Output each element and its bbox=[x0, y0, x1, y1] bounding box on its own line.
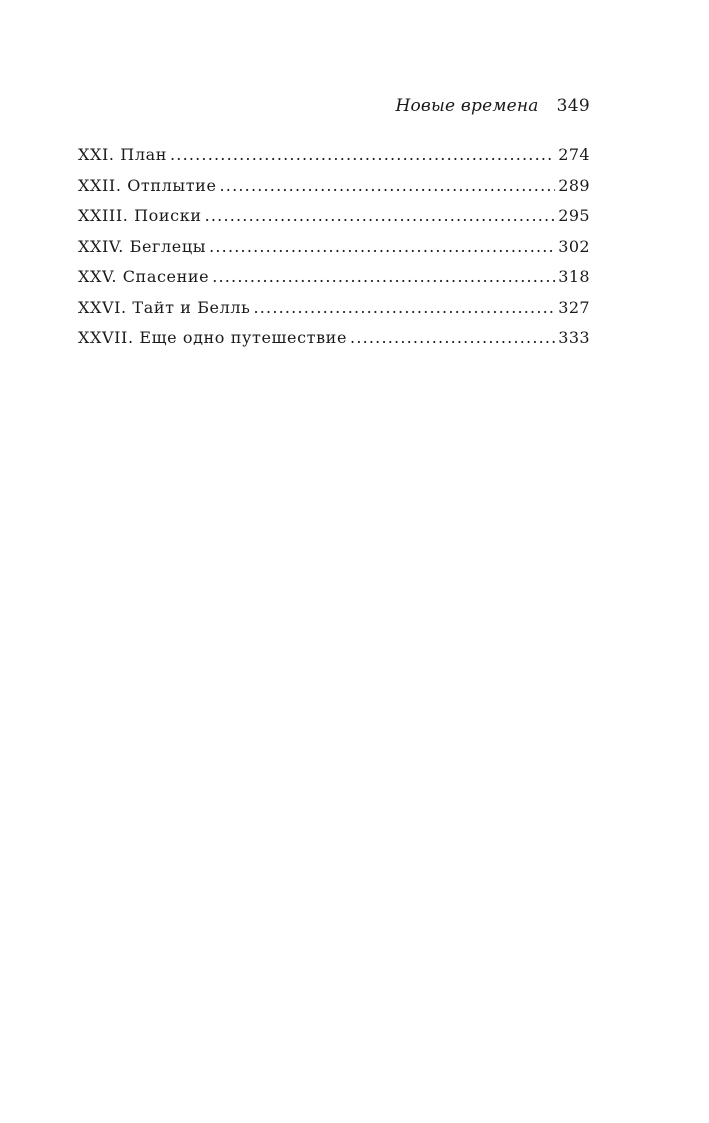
dot-leader bbox=[212, 267, 555, 286]
page-number: 349 bbox=[556, 96, 590, 116]
toc-entry-title: XXVI. Тайт и Белль bbox=[78, 297, 251, 317]
toc-entry-page: 318 bbox=[558, 267, 590, 286]
toc-entry-page: 302 bbox=[558, 236, 590, 256]
toc-entry-title: XXVII. Еще одно путешествие bbox=[78, 328, 348, 347]
running-title: Новые времена bbox=[395, 96, 539, 116]
toc-entry bbox=[78, 145, 590, 176]
toc-entry-title: XXV. Спасение bbox=[78, 267, 210, 286]
toc-entry bbox=[78, 206, 590, 237]
toc-entry-title: XXI. План bbox=[78, 145, 167, 164]
toc-entry-page: 274 bbox=[558, 145, 590, 164]
toc-entry-title: XXII. Отплытие bbox=[78, 175, 217, 195]
dot-leader bbox=[220, 176, 556, 195]
toc-entry bbox=[78, 298, 590, 329]
table-of-contents bbox=[78, 145, 590, 359]
toc-entry bbox=[78, 267, 590, 298]
running-head bbox=[78, 96, 590, 122]
toc-entry-title: XXIII. Поиски bbox=[78, 206, 202, 225]
toc-entry bbox=[78, 328, 590, 359]
dot-leader bbox=[209, 237, 555, 256]
toc-entry-page: 333 bbox=[558, 328, 590, 347]
dot-leader bbox=[350, 328, 555, 347]
toc-entry-page: 327 bbox=[558, 297, 590, 317]
toc-entry bbox=[78, 237, 590, 268]
toc-entry bbox=[78, 176, 590, 207]
toc-entry-title: XXIV. Беглецы bbox=[78, 236, 207, 256]
toc-entry-page: 295 bbox=[558, 206, 590, 225]
dot-leader bbox=[205, 206, 556, 225]
toc-entry-page: 289 bbox=[558, 175, 590, 195]
dot-leader bbox=[170, 145, 555, 164]
dot-leader bbox=[253, 298, 555, 317]
